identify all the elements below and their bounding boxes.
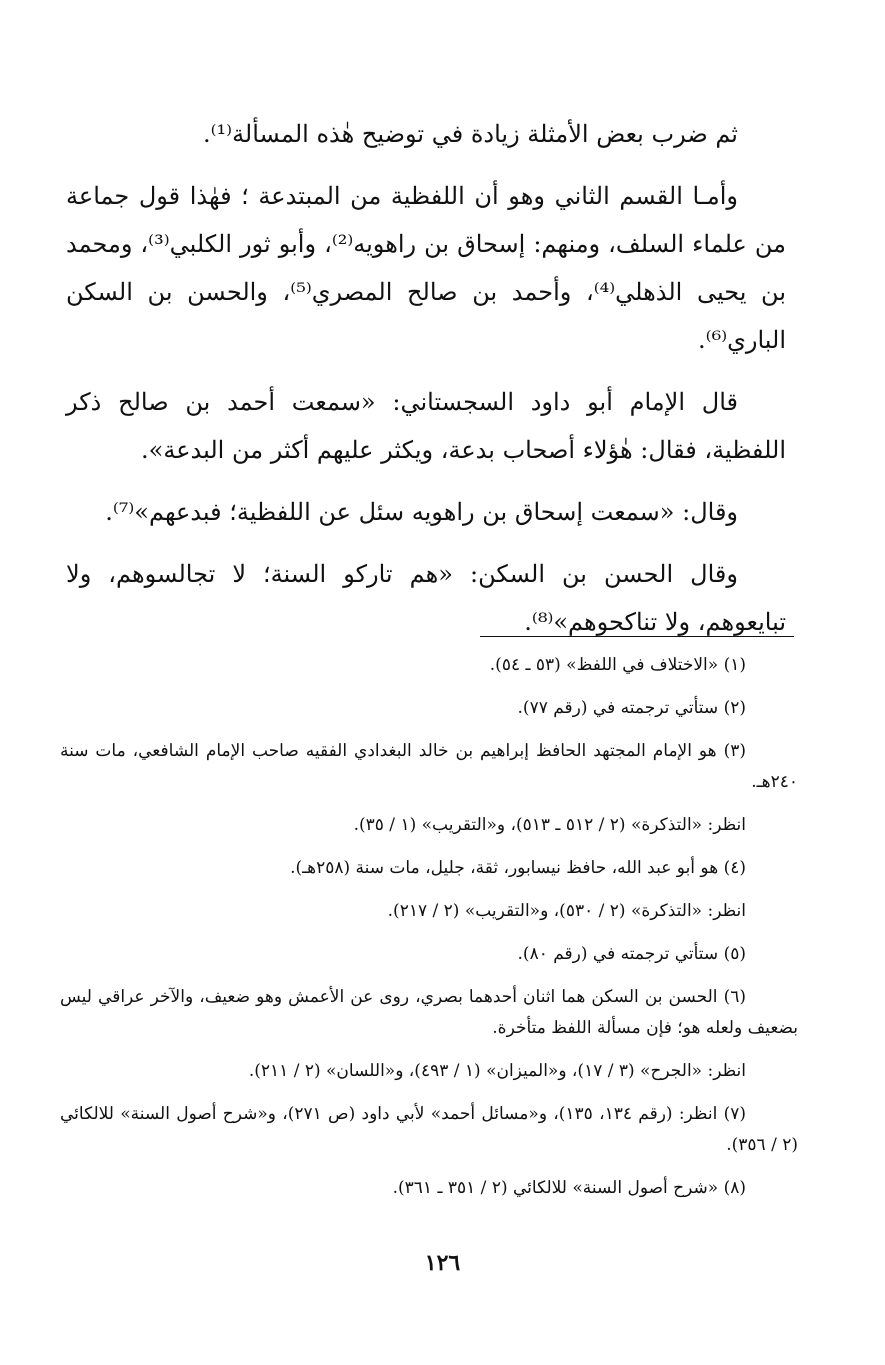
footnote-8: (٨) «شرح أصول السنة» للالكائي (٢ / ٣٥١ ـ ٣٦١). xyxy=(392,1178,746,1198)
footnote-6: (٦) الحسن بن السكن هما اثنان أحدهما بصري، روى عن الأعمش وهو ضعيف، والآخر عراقي ليس بضعيف ولعله هو؛ فإن مسألة اللفظ متأخرة. xyxy=(60,987,798,1038)
page-number: ١٢٦ xyxy=(424,1250,461,1276)
footnote-1: (١) «الاختلاف في اللفظ» (٥٣ ـ ٥٤). xyxy=(489,655,746,675)
footnote-4: (٤) هو أبو عبد الله، حافظ نيسابور، ثقة، جليل، مات سنة (٢٥٨هـ). xyxy=(290,858,746,878)
footnote-separator xyxy=(480,636,794,637)
footnotes xyxy=(60,650,798,1216)
footnote-3-refs: انظر: «التذكرة» (٢ / ٥١٢ ـ ٥١٣)، و«التقريب» (١ / ٣٥). xyxy=(353,815,746,835)
main-text xyxy=(66,110,786,660)
paragraph-2: وأمـا القسم الثاني وهو أن اللفظية من المبتدعة ؛ فهٰذا قول جماعة من علماء السلف، ومنهم: إسحاق بن راهويه⁽²⁾، وأبو ثور الكلبي⁽³⁾، ومحمد بن يحيى الذهلي⁽⁴⁾، وأحمد بن صالح المصري⁽⁵⁾، والحسن بن السكن الباري⁽⁶⁾. xyxy=(66,182,786,354)
footnote-4-refs: انظر: «التذكرة» (٢ / ٥٣٠)، و«التقريب» (٢ / ٢١٧). xyxy=(387,901,746,921)
paragraph-4: وقال: «سمعت إسحاق بن راهويه سئل عن اللفظية؛ فبدعهم»⁽⁷⁾. xyxy=(105,498,738,526)
footnote-7: (٧) انظر: (رقم ١٣٤، ١٣٥)، و«مسائل أحمد» لأبي داود (ص ٢٧١)، و«شرح أصول السنة» للالكائي (٢ / ٣٥٦). xyxy=(60,1104,798,1155)
paragraph-3: قال الإمام أبو داود السجستاني: «سمعت أحمد بن صالح ذكر اللفظية، فقال: هٰؤلاء أصحاب بدعة، ويكثر عليهم أكثر من البدعة». xyxy=(66,388,786,464)
footnote-2: (٢) ستأتي ترجمته في (رقم ٧٧). xyxy=(517,698,746,718)
footnote-5: (٥) ستأتي ترجمته في (رقم ٨٠). xyxy=(517,944,746,964)
footnote-3: (٣) هو الإمام المجتهد الحافظ إبراهيم بن خالد البغدادي الفقيه صاحب الإمام الشافعي، مات سنة ٢٤٠هـ. xyxy=(60,741,798,792)
paragraph-1: ثم ضرب بعض الأمثلة زيادة في توضيح هٰذه المسألة⁽¹⁾. xyxy=(203,120,738,148)
footnote-6-refs: انظر: «الجرح» (٣ / ١٧)، و«الميزان» (١ / ٤٩٣)، و«اللسان» (٢ / ٢١١). xyxy=(248,1061,746,1081)
paragraph-5: وقال الحسن بن السكن: «هم تاركو السنة؛ لا تجالسوهم، ولا تبايعوهم، ولا تناكحوهم»⁽⁸⁾. xyxy=(66,560,786,636)
